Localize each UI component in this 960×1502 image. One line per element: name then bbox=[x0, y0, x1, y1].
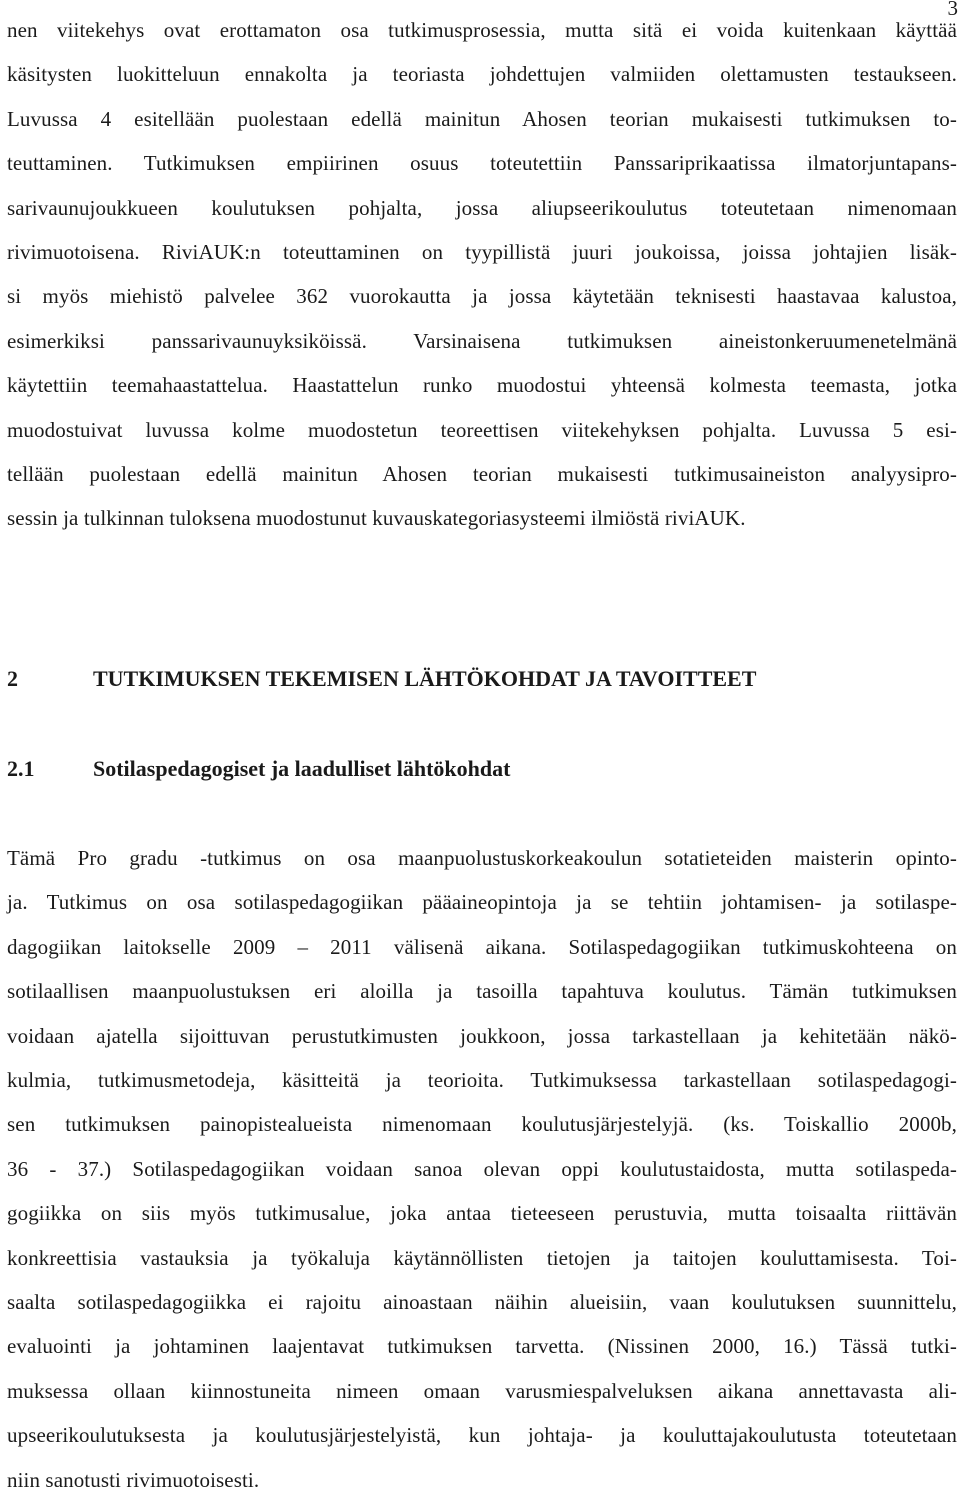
text-line: rivimuotoisena. RiviAUK:n toteuttaminen on tyypillistä juuri joukoissa, joissa johtajien lisäk- bbox=[7, 240, 957, 265]
text-line: käytettiin teemahaastattelua. Haastattelun runko muodostui yhteensä kolmesta teemasta, jotka bbox=[7, 373, 957, 398]
text-line: käsitysten luokitteluun ennakolta ja teoriasta johdettujen valmiiden olettamusten testaukseen. bbox=[7, 62, 957, 87]
text-line: konkreettisia vastauksia ja työkaluja käytännöllisten tietojen ja taitojen kouluttamisesta. Toi- bbox=[7, 1245, 957, 1270]
chapter-title: TUTKIMUKSEN TEKEMISEN LÄHTÖKOHDAT JA TAVOITTEET bbox=[93, 666, 757, 691]
text-line: niin sanotusti rivimuotoisesti. bbox=[7, 1467, 260, 1492]
text-line: ja. Tutkimus on osa sotilaspedagogiikan pääaineopintoja ja se tehtiin johtamisen- ja sotilaspe- bbox=[7, 890, 957, 915]
text-line: si myös miehistö palvelee 362 vuorokautta ja jossa käytetään teknisesti haastavaa kalustoa, bbox=[7, 284, 957, 309]
text-line: nen viitekehys ovat erottamaton osa tutkimusprosessia, mutta sitä ei voida kuitenkaan käyttää bbox=[7, 18, 957, 42]
section-title: Sotilaspedagogiset ja laadulliset lähtökohdat bbox=[93, 756, 511, 781]
text-line: voidaan ajatella sijoittuvan perustutkimusten joukkoon, jossa tarkastellaan ja kehitetään näkö- bbox=[7, 1023, 957, 1048]
text-line: esimerkiksi panssarivaunuyksiköissä. Varsinaisena tutkimuksen aineistonkeruumenetelmänä bbox=[7, 328, 957, 353]
text-line: dagogiikan laitokselle 2009 – 2011 välisenä aikana. Sotilaspedagogiikan tutkimuskohteena on bbox=[7, 934, 957, 959]
text-line: teuttaminen. Tutkimuksen empiirinen osuus toteutettiin Panssariprikaatissa ilmatorjuntapans- bbox=[7, 151, 957, 176]
text-line: upseerikoulutuksesta ja koulutusjärjestelyistä, kun johtaja- ja kouluttajakoulutusta toteutetaan bbox=[7, 1423, 957, 1448]
intro-paragraph bbox=[7, 8, 957, 541]
text-line: muksessa ollaan kiinnostuneita nimeen omaan varusmiespalveluksen aikana annettavasta ali- bbox=[7, 1378, 957, 1403]
text-line: Luvussa 4 esitellään puolestaan edellä mainitun Ahosen teorian mukaisesti tutkimuksen to- bbox=[7, 106, 957, 131]
text-line: kulmia, tutkimusmetodeja, käsitteitä ja teorioita. Tutkimuksessa tarkastellaan sotilaspedagogi- bbox=[7, 1068, 957, 1093]
text-line: muodostuivat luvussa kolme muodostetun teoreettisen viitekehyksen pohjalta. Luvussa 5 esi- bbox=[7, 417, 957, 442]
text-line: evaluointi ja johtaminen laajentavat tutkimuksen tarvetta. (Nissinen 2000, 16.) Tässä tutki- bbox=[7, 1334, 957, 1359]
text-line: tellään puolestaan edellä mainitun Ahosen teorian mukaisesti tutkimusaineiston analyysipro- bbox=[7, 462, 957, 487]
chapter-heading bbox=[7, 666, 756, 692]
text-line: Tämä Pro gradu -tutkimus on osa maanpuolustuskorkeakoulun sotatieteiden maisterin opinto- bbox=[7, 846, 957, 870]
text-line: gogiikka on siis myös tutkimusalue, joka antaa tieteeseen perustuvia, mutta toisaalta riittävän bbox=[7, 1201, 957, 1226]
text-line: saalta sotilaspedagogiikka ei rajoitu ainoastaan näihin alueisiin, vaan koulutuksen suunnittelu, bbox=[7, 1290, 957, 1315]
text-line: 36 - 37.) Sotilaspedagogiikan voidaan sanoa olevan oppi koulutustaidosta, mutta sotilaspeda- bbox=[7, 1156, 957, 1181]
section-heading bbox=[7, 756, 510, 782]
text-line: sarivaunujoukkueen koulutuksen pohjalta, jossa aliupseerikoulutus toteutetaan nimenomaan bbox=[7, 195, 957, 220]
body-paragraph bbox=[7, 836, 957, 1502]
chapter-number: 2 bbox=[7, 666, 18, 691]
page-number: 3 bbox=[947, 0, 958, 20]
text-line: sotilaallisen maanpuolustuksen eri aloilla ja tasoilla tapahtuva koulutus. Tämän tutkimuksen bbox=[7, 979, 957, 1004]
section-number: 2.1 bbox=[7, 756, 35, 781]
text-line: sen tutkimuksen painopistealueista nimenomaan koulutusjärjestelyjä. (ks. Toiskallio 2000b, bbox=[7, 1112, 957, 1137]
text-line: sessin ja tulkinnan tuloksena muodostunut kuvauskategoriasysteemi ilmiöstä riviAUK. bbox=[7, 506, 746, 531]
